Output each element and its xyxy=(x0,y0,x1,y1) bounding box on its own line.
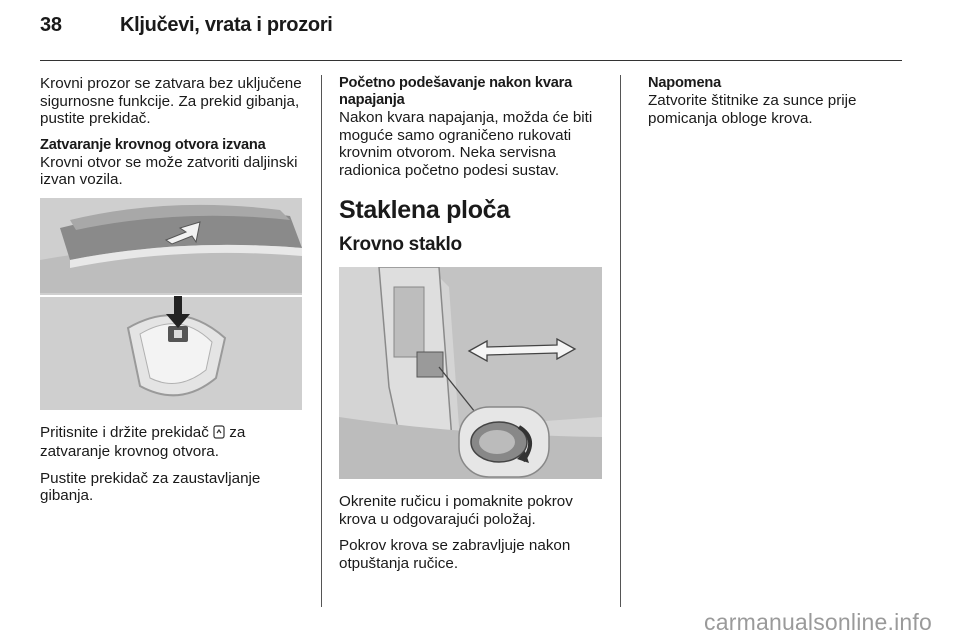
paragraph-remote-close: Krovni otvor se može zatvoriti daljinski izvan vozila. xyxy=(40,153,298,188)
page-title: Ključevi, vrata i prozori xyxy=(120,14,333,36)
note-text: Zatvorite štitnike za sunce prije pomicanja obloge krova. xyxy=(648,92,857,127)
section-title-glass-panel: Staklena ploča xyxy=(339,196,510,224)
press-hold-text-after: za zatvaranje krovnog otvora. xyxy=(40,423,246,460)
press-hold-text-before: Pritisnite i držite prekidač xyxy=(40,423,214,441)
paragraph-roof-locks: Pokrov krova se zabravljuje nakon otpuštanja ručice. xyxy=(339,537,571,572)
column-3 xyxy=(648,75,908,127)
paragraph-power-failure: Nakon kvara napajanja, možda će biti moguće samo ograničeno rukovati krovnim otvorom. Neka servisna radionica početno podesi sustav. xyxy=(339,109,593,179)
subheading-close-from-outside: Zatvaranje krovnog otvora izvana xyxy=(40,136,266,153)
subsection-title-roof-glass: Krovno staklo xyxy=(339,234,462,255)
page-header xyxy=(40,14,902,58)
column-2 xyxy=(339,75,604,572)
page-number: 38 xyxy=(40,14,62,36)
figure-roof-handle-illustration xyxy=(339,267,602,479)
watermark: carmanualsonline.info xyxy=(704,609,932,635)
column-divider-1 xyxy=(321,75,322,607)
figure-remote-key-illustration xyxy=(40,198,302,410)
subheading-power-failure: Početno podešavanje nakon kvara napajanja xyxy=(339,75,573,108)
close-roof-icon xyxy=(213,424,225,444)
paragraph-intro: Krovni prozor se zatvara bez uključene sigurnosne funkcije. Za prekid gibanja, pustite prekidač. xyxy=(40,75,302,127)
column-divider-2 xyxy=(620,75,621,607)
header-divider xyxy=(40,60,902,61)
paragraph-press-hold xyxy=(40,424,302,461)
column-1 xyxy=(40,75,302,505)
paragraph-turn-handle: Okrenite ručicu i pomaknite pokrov krova u odgovarajući položaj. xyxy=(339,493,573,528)
paragraph-release: Pustite prekidač za zaustavljanje gibanja. xyxy=(40,469,261,504)
note-label: Napomena xyxy=(648,75,722,91)
